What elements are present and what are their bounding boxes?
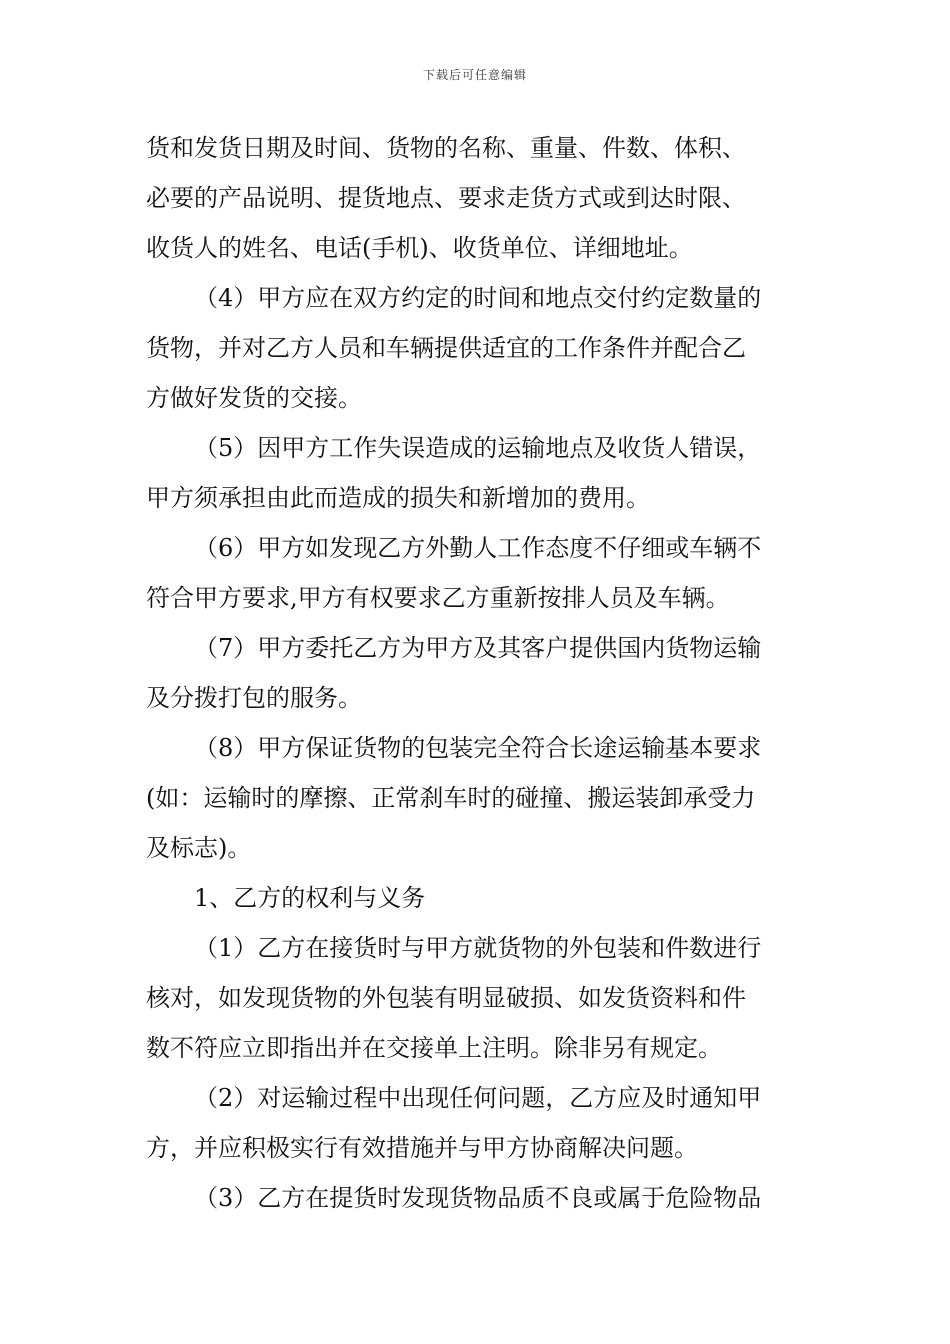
- text-line: 及标志)。: [146, 834, 252, 862]
- text-line: 核对，如发现货物的外包装有明显破损、如发货资料和件: [146, 984, 746, 1012]
- text-line: 数不符应立即指出并在交接单上注明。除非另有规定。: [146, 1034, 722, 1062]
- text-line: 甲方须承担由此而造成的损失和新增加的费用。: [146, 484, 650, 512]
- document-body: [146, 123, 810, 1223]
- text-line: 1、乙方的权利与义务: [194, 884, 426, 912]
- text-line: （7）甲方委托乙方为甲方及其客户提供国内货物运输: [194, 634, 762, 662]
- text-line: 必要的产品说明、提货地点、要求走货方式或到达时限、: [146, 184, 746, 212]
- text-line: 货物，并对乙方人员和车辆提供适宜的工作条件并配合乙: [146, 334, 746, 362]
- text-line: 方做好发货的交接。: [146, 384, 362, 412]
- text-line: （8）甲方保证货物的包装完全符合长途运输基本要求: [194, 734, 762, 762]
- text-line: 方，并应积极实行有效措施并与甲方协商解决问题。: [146, 1134, 698, 1162]
- text-line: 及分拨打包的服务。: [146, 684, 362, 712]
- text-line: 货和发货日期及时间、货物的名称、重量、件数、体积、: [146, 134, 746, 162]
- text-line: （1）乙方在接货时与甲方就货物的外包装和件数进行: [194, 934, 762, 962]
- text-line: （2）对运输过程中出现任何问题，乙方应及时通知甲: [194, 1084, 762, 1112]
- page-header: 下载后可任意编辑: [422, 68, 527, 82]
- text-line: (如：运输时的摩擦、正常刹车时的碰撞、搬运装卸承受力: [146, 784, 756, 812]
- text-line: （3）乙方在提货时发现货物品质不良或属于危险物品: [194, 1184, 762, 1212]
- text-line: 符合甲方要求,甲方有权要求乙方重新按排人员及车辆。: [146, 584, 730, 612]
- text-line: （6）甲方如发现乙方外勤人工作态度不仔细或车辆不: [194, 534, 762, 562]
- text-line: （4）甲方应在双方约定的时间和地点交付约定数量的: [194, 284, 762, 312]
- text-line: （5）因甲方工作失误造成的运输地点及收货人错误，: [194, 434, 762, 462]
- text-line: 收货人的姓名、电话(手机)、收货单位、详细地址。: [146, 234, 693, 262]
